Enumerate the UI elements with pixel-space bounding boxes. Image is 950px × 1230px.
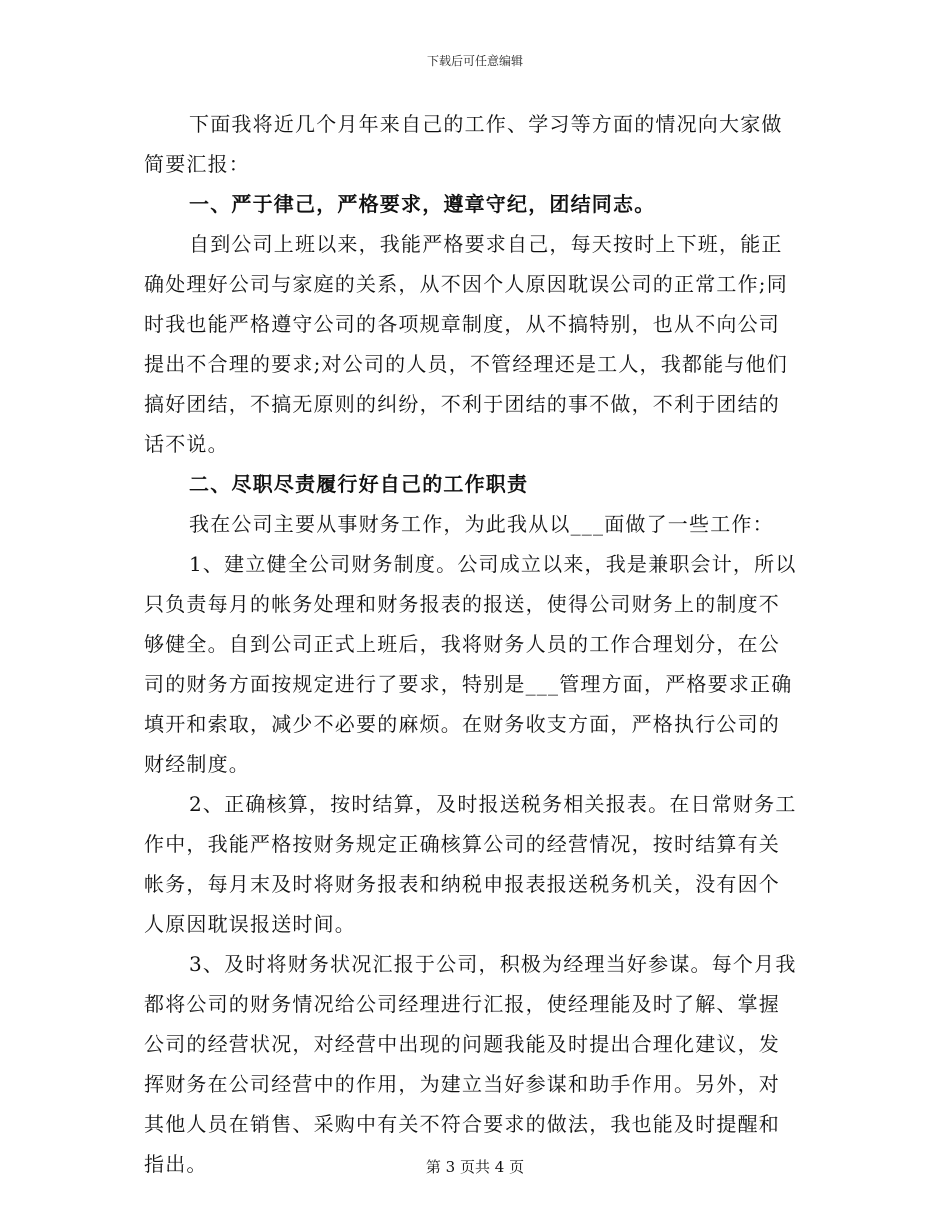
paragraph-line: 帐务，每月末及时将财务报表和纳税申报表报送税务机关，没有因个	[144, 872, 780, 896]
paragraph-line: 3、及时将财务状况汇报于公司，积极为经理当好参谋。每个月我	[189, 952, 797, 976]
paragraph-line: 1、建立健全公司财务制度。公司成立以来，我是兼职会计，所以	[189, 552, 797, 576]
paragraph-line: 只负责每月的帐务处理和财务报表的报送，使得公司财务上的制度不	[144, 592, 780, 616]
paragraph-line: 都将公司的财务情况给公司经理进行汇报，使经理能及时了解、掌握	[144, 992, 780, 1016]
paragraph-line: 确处理好公司与家庭的关系，从不因个人原因耽误公司的正常工作;同	[144, 272, 788, 296]
paragraph-line: 够健全。自到公司正式上班后，我将财务人员的工作合理划分，在公	[144, 632, 780, 656]
paragraph-line: 其他人员在销售、采购中有关不符合要求的做法，我也能及时提醒和	[144, 1112, 780, 1136]
paragraph-line: 财经制度。	[144, 752, 250, 776]
paragraph-line: 2、正确核算，按时结算，及时报送税务相关报表。在日常财务工	[189, 792, 797, 816]
paragraph-line: 下面我将近几个月年来自己的工作、学习等方面的情况向大家做	[189, 112, 783, 136]
paragraph-line: 人原因耽误报送时间。	[144, 912, 356, 936]
paragraph-line: 作中，我能严格按财务规定正确核算公司的经营情况，按时结算有关	[144, 832, 780, 856]
section-heading: 二、尽职尽责履行好自己的工作职责	[189, 472, 529, 496]
paragraph-line: 公司的经营状况，对经营中出现的问题我能及时提出合理化建议，发	[144, 1032, 780, 1056]
section-heading: 一、严于律己，严格要求，遵章守纪，团结同志。	[189, 192, 656, 216]
paragraph-line: 话不说。	[144, 432, 229, 456]
document-body	[144, 104, 804, 1184]
paragraph-line: 我在公司主要从事财务工作，为此我从以___面做了一些工作：	[189, 512, 774, 536]
paragraph-line: 搞好团结，不搞无原则的纠纷，不利于团结的事不做，不利于团结的	[144, 392, 780, 416]
paragraph-line: 时我也能严格遵守公司的各项规章制度，从不搞特别，也从不向公司	[144, 312, 780, 336]
page-header: 下载后可任意编辑	[426, 54, 523, 68]
paragraph-line: 指出。	[144, 1152, 208, 1176]
paragraph-line: 司的财务方面按规定进行了要求，特别是___管理方面，严格要求正确	[144, 672, 793, 696]
paragraph-line: 挥财务在公司经营中的作用，为建立当好参谋和助手作用。另外，对	[144, 1072, 780, 1096]
paragraph-line: 提出不合理的要求;对公司的人员，不管经理还是工人，我都能与他们	[144, 352, 788, 376]
paragraph-line: 填开和索取，减少不必要的麻烦。在财务收支方面，严格执行公司的	[144, 712, 780, 736]
paragraph-line: 简要汇报：	[144, 152, 250, 176]
paragraph-line: 自到公司上班以来，我能严格要求自己，每天按时上下班，能正	[189, 232, 783, 256]
page-footer: 第 3 页共 4 页	[425, 1158, 525, 1176]
